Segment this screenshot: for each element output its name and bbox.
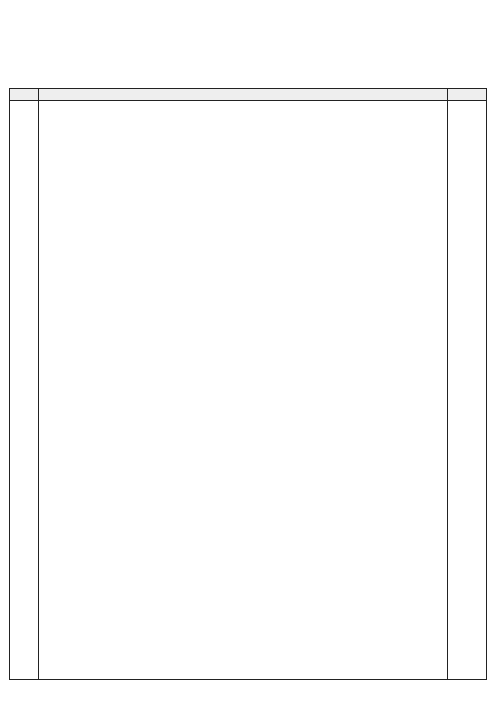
table-header bbox=[10, 89, 486, 101]
divider bbox=[447, 89, 448, 679]
exam-page bbox=[9, 8, 487, 688]
exam-header bbox=[9, 8, 487, 88]
question-table bbox=[9, 88, 487, 680]
divider bbox=[38, 89, 39, 679]
gama-logo bbox=[13, 14, 143, 52]
